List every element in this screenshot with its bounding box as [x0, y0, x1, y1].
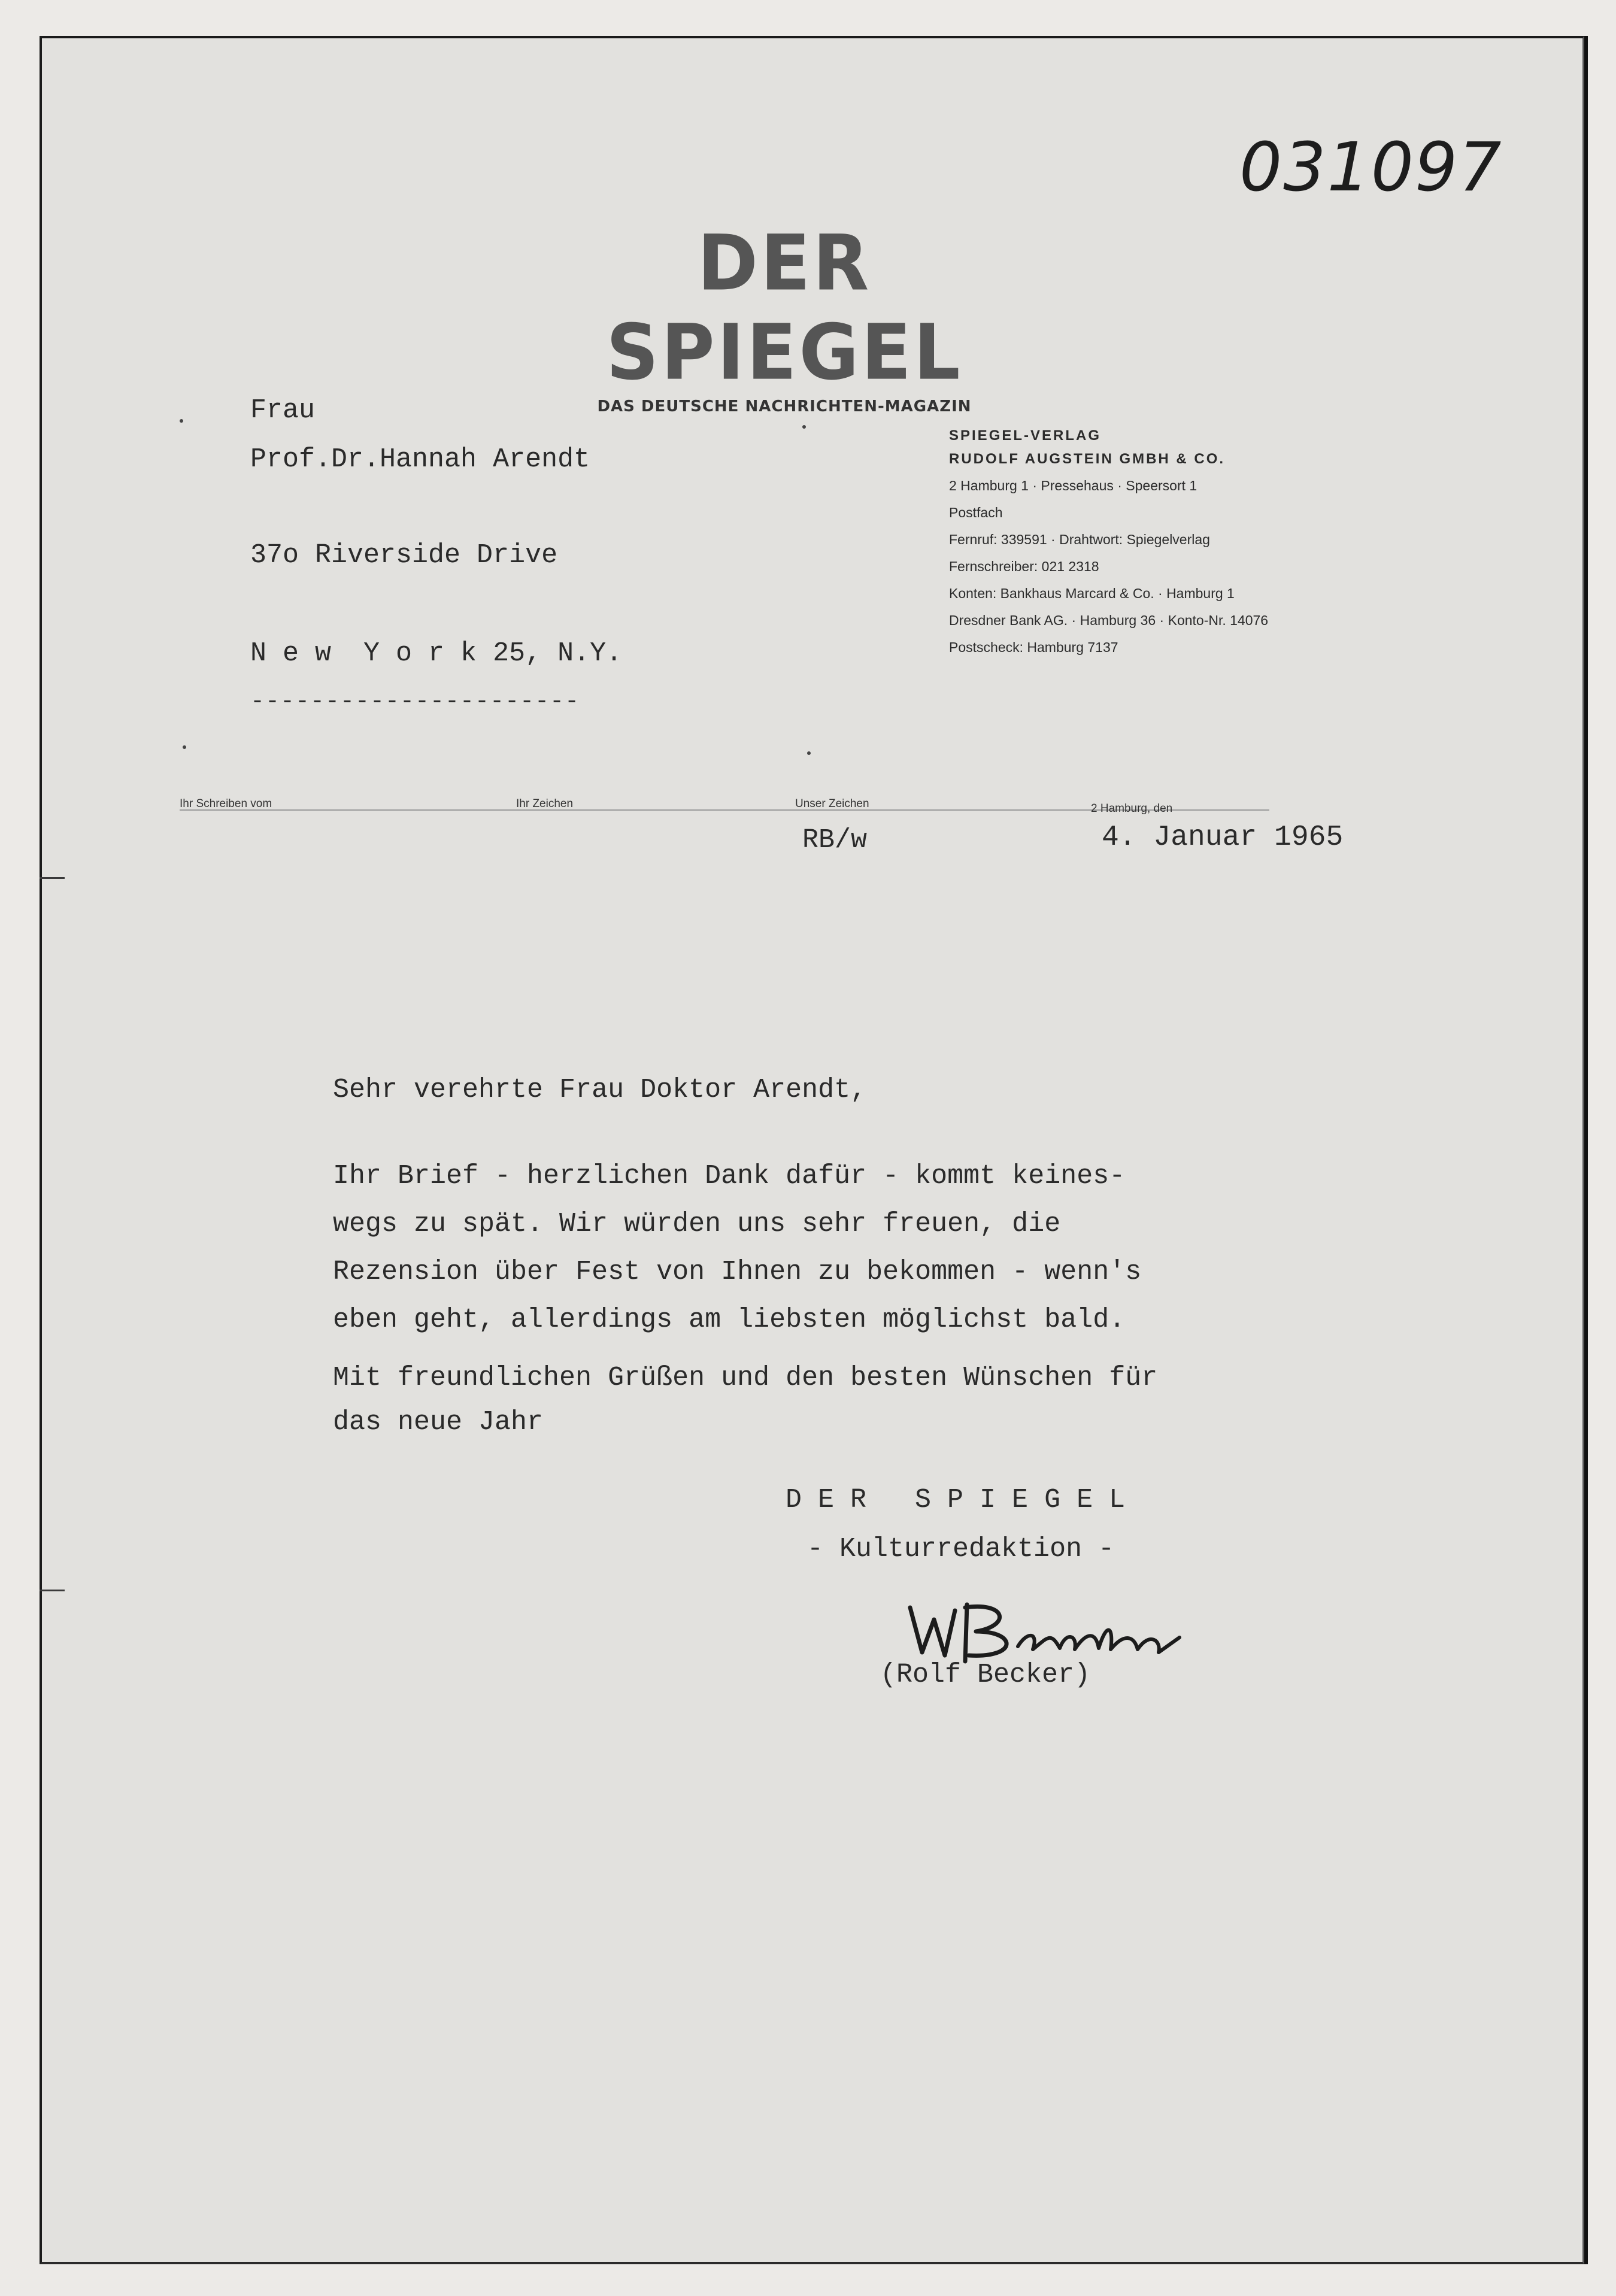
fold-mark: [807, 751, 811, 755]
label-date: 2 Hamburg, den: [1091, 802, 1173, 815]
masthead-subtitle: DAS DEUTSCHE NACHRICHTEN-MAGAZIN: [597, 398, 972, 415]
label-your-ref: Ihr Zeichen: [516, 797, 574, 810]
signer-name: (Rolf Becker): [880, 1660, 1091, 1690]
paragraph-line: Rezension über Fest von Ihnen zu bekommen - wenn's: [333, 1257, 1142, 1287]
paragraph-line: eben geht, allerdings am liebsten möglichst bald.: [333, 1305, 1126, 1335]
greeting: Sehr verehrte Frau Doktor Arendt,: [333, 1075, 867, 1105]
publisher-bank2: Dresdner Bank AG. · Hamburg 36 · Konto-Nr. 14076: [949, 612, 1269, 628]
paragraph-line: Ihr Brief - herzlichen Dank dafür - kommt keines-: [333, 1161, 1126, 1191]
paragraph-line: wegs zu spät. Wir würden uns sehr freuen, die: [333, 1209, 1061, 1239]
closing-dept: - Kulturredaktion -: [807, 1534, 1115, 1564]
recipient-street: 37o Riverside Drive: [250, 540, 558, 571]
fold-mark: [802, 425, 806, 429]
paragraph-1: [333, 1152, 1141, 1344]
publisher-bank1: Konten: Bankhaus Marcard & Co. · Hamburg 1: [949, 586, 1235, 601]
margin-tick: [40, 877, 65, 879]
publisher-company: RUDOLF AUGSTEIN GMBH & CO.: [949, 451, 1226, 467]
fold-mark: [180, 419, 183, 423]
letterhead: [569, 218, 1000, 415]
paragraph-line: Mit freundlichen Grüßen und den besten Wünschen für: [333, 1363, 1158, 1393]
paragraph-2: [333, 1356, 1157, 1445]
closing-org: D E R S P I E G E L: [786, 1485, 1126, 1515]
date-value: 4. Januar 1965: [1102, 821, 1344, 854]
label-your-letter: Ihr Schreiben vom: [180, 797, 272, 810]
publisher-name: SPIEGEL-VERLAG: [949, 427, 1102, 444]
masthead-title: DER SPIEGEL: [606, 218, 963, 398]
recipient-city: N e w Y o r k 25, N.Y.: [250, 638, 623, 669]
publisher-postbox: Postfach: [949, 505, 1003, 520]
publisher-address: 2 Hamburg 1 · Pressehaus · Speersort 1: [949, 478, 1197, 493]
fold-mark: [183, 745, 186, 749]
recipient-salutation: Frau: [250, 395, 316, 426]
archive-number: 031097: [1239, 129, 1503, 207]
recipient-underline: ----------------------: [250, 689, 580, 715]
margin-tick: [40, 1590, 65, 1591]
publisher-phone: Fernruf: 339591 · Drahtwort: Spiegelverlag: [949, 532, 1210, 547]
publisher-postal-check: Postscheck: Hamburg 7137: [949, 639, 1118, 655]
recipient-name: Prof.Dr.Hannah Arendt: [250, 444, 590, 475]
label-our-ref: Unser Zeichen: [795, 797, 869, 810]
publisher-telex: Fernschreiber: 021 2318: [949, 559, 1099, 574]
publisher-block: [949, 422, 1268, 661]
our-ref-value: RB/w: [802, 825, 868, 856]
paragraph-line: das neue Jahr: [333, 1407, 544, 1437]
sheet-right-edge: [1584, 36, 1588, 2264]
